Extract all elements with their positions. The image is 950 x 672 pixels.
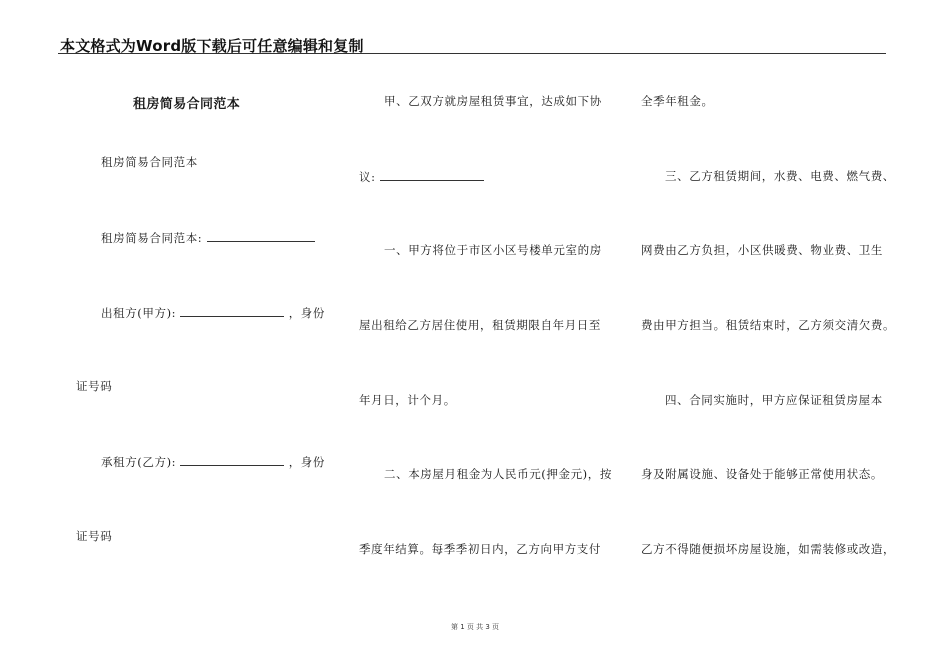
- paragraph-line: 身及附属设施、设备处于能够正常使用状态。: [641, 467, 883, 481]
- paragraph-line: 费由甲方担当。租赁结束时，乙方须交清欠费。: [641, 318, 896, 332]
- field-label: 租房简易合同范本:: [101, 231, 203, 245]
- field-label: 承租方(乙方):: [101, 455, 177, 469]
- paragraph-line: 甲、乙双方就房屋租赁事宜，达成如下协: [384, 94, 602, 108]
- paragraph-line: 四、合同实施时，甲方应保证租赁房屋本: [665, 393, 883, 407]
- page-number: 第 1 页 共 3 页: [450, 623, 500, 631]
- fill-in-blank: [180, 305, 284, 317]
- field-suffix: ，身份: [288, 455, 325, 469]
- paragraph-line: 三、乙方租赁期间，水费、电费、燃气费、: [665, 169, 895, 183]
- paragraph-line: 年月日，计个月。: [359, 393, 456, 407]
- paragraph-line: 一、甲方将位于市区小区号楼单元室的房: [384, 243, 602, 257]
- paragraph-line: 二、本房屋月租金为人民币元(押金元)，按: [384, 467, 612, 481]
- paragraph-line: 证号码: [76, 529, 113, 543]
- field-suffix: ，身份: [288, 306, 325, 320]
- paragraph-line: 屋出租给乙方居住使用，租赁期限自年月日至: [359, 318, 601, 332]
- paragraph-line: 全季年租金。: [641, 94, 714, 108]
- paragraph-line: 网费由乙方负担，小区供暖费、物业费、卫生: [641, 243, 883, 257]
- paragraph-line: 证号码: [76, 379, 113, 393]
- field-label: 议:: [359, 170, 376, 184]
- fill-in-blank: [380, 169, 484, 181]
- paragraph-line: [359, 169, 484, 184]
- header-divider: [58, 53, 886, 54]
- paragraph-line: 租房简易合同范本: [101, 155, 198, 169]
- document-header-notice: 本文格式为Word版下载后可任意编辑和复制: [60, 37, 364, 55]
- paragraph-line: 乙方不得随便损坏房屋设施，如需装修或改造，: [641, 542, 896, 556]
- field-label: 出租方(甲方):: [101, 306, 177, 320]
- paragraph-line: [101, 454, 325, 469]
- fill-in-blank: [207, 230, 315, 242]
- paragraph-line: [101, 230, 315, 245]
- paragraph-line: 季度年结算。每季季初日内，乙方向甲方支付: [359, 542, 601, 556]
- document-title: 租房简易合同范本: [133, 97, 241, 112]
- fill-in-blank: [180, 454, 284, 466]
- paragraph-line: [101, 305, 325, 320]
